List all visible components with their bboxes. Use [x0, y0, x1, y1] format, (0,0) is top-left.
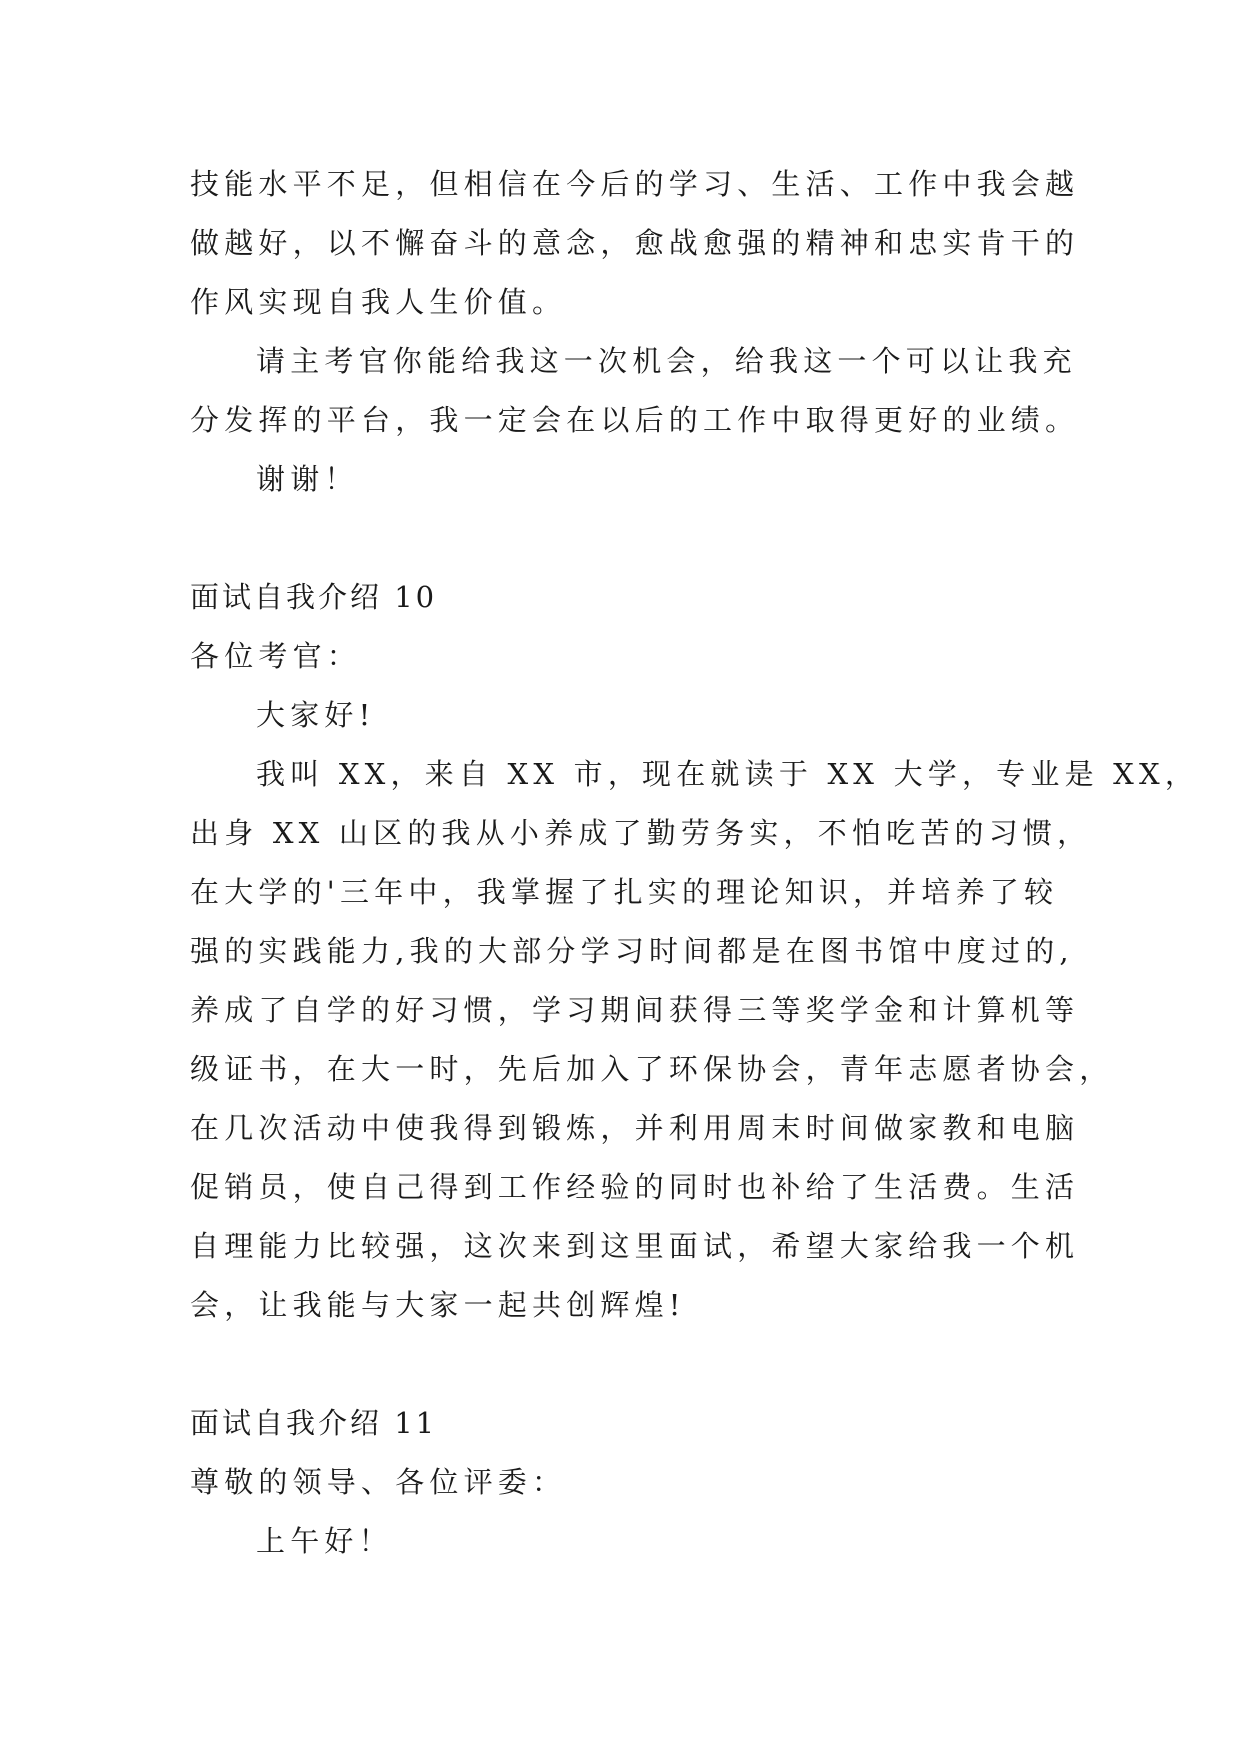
section-title: 面试自我介绍 11 — [190, 1406, 438, 1440]
paragraph-line: 请主考官你能给我这一次机会，给我这一个可以让我充 — [256, 344, 1077, 378]
paragraph-line: 技能水平不足，但相信在今后的学习、生活、工作中我会越 — [190, 167, 1080, 201]
section-title: 面试自我介绍 10 — [190, 580, 438, 614]
paragraph-line: 分发挥的平台，我一定会在以后的工作中取得更好的业绩。 — [190, 403, 1080, 437]
closing-line: 谢谢！ — [256, 462, 359, 496]
paragraph-line: 养成了自学的好习惯，学习期间获得三等奖学金和计算机等 — [190, 993, 1080, 1027]
paragraph-line: 在几次活动中使我得到锻炼，并利用周末时间做家教和电脑 — [190, 1111, 1080, 1145]
paragraph-line: 我叫 XX，来自 XX 市，现在就读于 XX 大学，专业是 XX， — [256, 757, 1200, 791]
paragraph-line: 强的实践能力,我的大部分学习时间都是在图书馆中度过的, — [190, 934, 1074, 968]
paragraph-line: 促销员，使自己得到工作经验的同时也补给了生活费。生活 — [190, 1170, 1080, 1204]
greeting: 上午好！ — [256, 1524, 393, 1558]
greeting: 大家好! — [256, 698, 376, 732]
paragraph-line: 级证书，在大一时，先后加入了环保协会，青年志愿者协会， — [190, 1052, 1114, 1086]
salutation: 各位考官： — [190, 639, 362, 673]
paragraph-line: 在大学的'三年中，我掌握了扎实的理论知识，并培养了较 — [190, 875, 1059, 909]
paragraph-line: 会，让我能与大家一起共创辉煌! — [190, 1288, 686, 1322]
paragraph-line: 作风实现自我人生价值。 — [190, 285, 567, 319]
paragraph-line: 出身 XX 山区的我从小养成了勤劳务实，不怕吃苦的习惯， — [190, 816, 1092, 850]
salutation: 尊敬的领导、各位评委： — [190, 1465, 567, 1499]
paragraph-line: 自理能力比较强，这次来到这里面试，希望大家给我一个机 — [190, 1229, 1080, 1263]
paragraph-line: 做越好，以不懈奋斗的意念，愈战愈强的精神和忠实肯干的 — [190, 226, 1080, 260]
